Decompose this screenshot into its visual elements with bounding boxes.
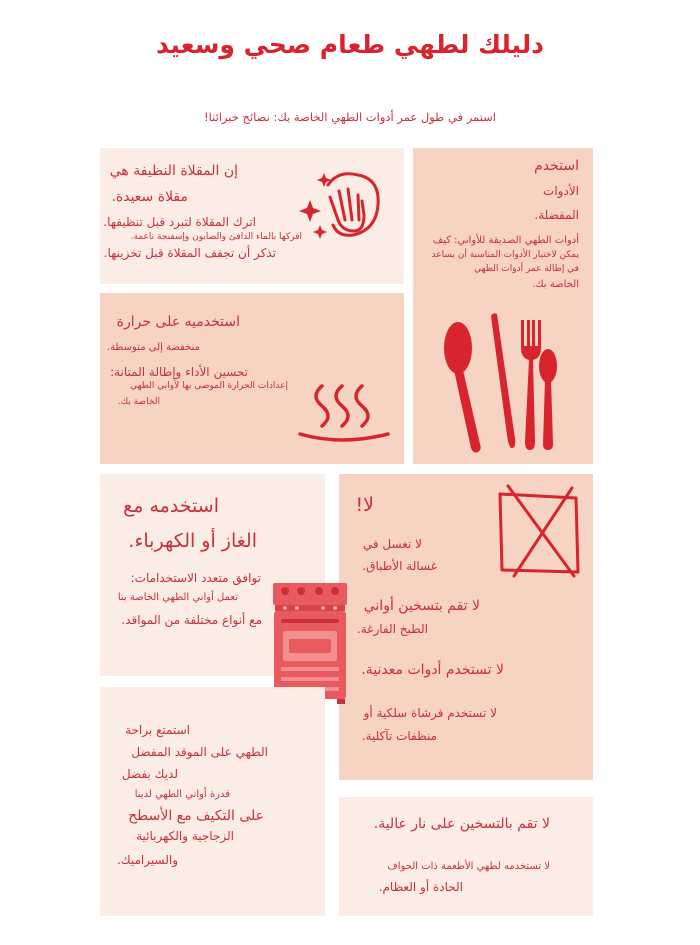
gas-line-3: مع أنواع مختلفة من المواقد. <box>121 613 262 627</box>
page-subtitle: استمر في طول عمر أدوات الطهي الخاصة بك: نصائح خبرائنا! <box>203 110 497 124</box>
crossed-box-icon <box>494 482 586 580</box>
clean-pan-heading-2: مقلاة سعيدة. <box>111 189 188 205</box>
dont-item-4a: لا تستخدم فرشاة سلكية أو <box>363 706 497 720</box>
heat-line-2: إعدادات الحرارة الموصى بها لأواني الطهي <box>130 381 288 391</box>
heat-line-3: الخاصة بك. <box>117 397 160 407</box>
clean-pan-line-2: افركها بالماء الدافئ والصابون وإسفنجة ناعمة. <box>130 232 302 242</box>
tools-heading-1: استخدم <box>534 158 579 174</box>
enjoy-line-3: لديك بفضل <box>121 767 178 781</box>
high-heat-line-2: الحادة أو العظام. <box>378 880 463 894</box>
gas-heading-2: الغاز أو الكهرباء. <box>128 530 257 552</box>
tools-line-4: الخاصة بك. <box>532 279 579 290</box>
utensils-icon <box>435 310 575 455</box>
tools-heading-3: المفضلة. <box>534 208 579 222</box>
gas-heading-1: استخدمه مع <box>123 495 219 517</box>
clean-pan-heading-1: إن المقلاة النظيفة هي <box>109 163 238 179</box>
tools-line-1: أدوات الطهي الصديقة للأواني: كيف <box>432 235 579 246</box>
gas-line-1: توافق متعدد الاستخدامات: <box>130 571 261 585</box>
enjoy-line-6: الزجاجية والكهربائية <box>136 829 234 843</box>
high-heat-panel <box>339 797 593 916</box>
tools-line-2: يمكن لاختيار الأدوات المناسبة أن يساعد <box>431 250 579 260</box>
clean-pan-line-3: تذكر أن تجفف المقلاة قبل تخزينها. <box>103 246 276 260</box>
dont-item-1b: غسالة الأطباق. <box>362 559 437 573</box>
dont-item-1a: لا تغسل في <box>362 537 422 551</box>
dont-item-2b: الطبخ الفارغة. <box>356 622 428 636</box>
dont-item-3: لا تستخدم أدوات معدنية. <box>361 662 504 678</box>
heat-waves-icon <box>292 378 394 450</box>
enjoy-panel <box>100 687 325 916</box>
enjoy-line-4: قدرة أواني الطهي لدينا <box>134 789 230 800</box>
dont-heading: لا! <box>355 494 374 516</box>
tools-heading-2: الأدوات <box>543 184 579 198</box>
enjoy-line-7: والسيراميك. <box>116 853 178 867</box>
high-heat-heading: لا تقم بالتسخين على نار عالية. <box>373 816 550 832</box>
cleaning-hand-icon <box>298 165 388 245</box>
heat-heading-2: منخفضة إلى متوسطة. <box>106 342 200 353</box>
enjoy-line-5: على التكيف مع الأسطح <box>128 808 264 824</box>
enjoy-line-1: استمتع براحة <box>125 723 190 737</box>
heat-line-1: تحسين الأداء وإطالة المتانة: <box>110 365 248 379</box>
high-heat-line-1: لا تستخدمه لطهي الأطعمة ذات الحواف <box>387 861 550 872</box>
dont-item-2a: لا تقم بتسخين أواني <box>363 598 480 614</box>
dont-item-4b: منظفات تآكلية. <box>361 729 437 743</box>
gas-line-2: تعمل أواني الطهي الخاصة بنا <box>117 592 238 603</box>
clean-pan-line-1: اترك المقلاة لتبرد قبل تنظيفها. <box>103 215 256 229</box>
heat-heading-1: استخدميه على حرارة <box>116 314 240 330</box>
page-title: دليلك لطهي طعام صحي وسعيد <box>156 30 544 59</box>
tools-line-3: في إطالة عمر أدوات الطهي <box>474 264 579 274</box>
enjoy-line-2: الطهي على الموقد المفضل <box>131 745 268 759</box>
